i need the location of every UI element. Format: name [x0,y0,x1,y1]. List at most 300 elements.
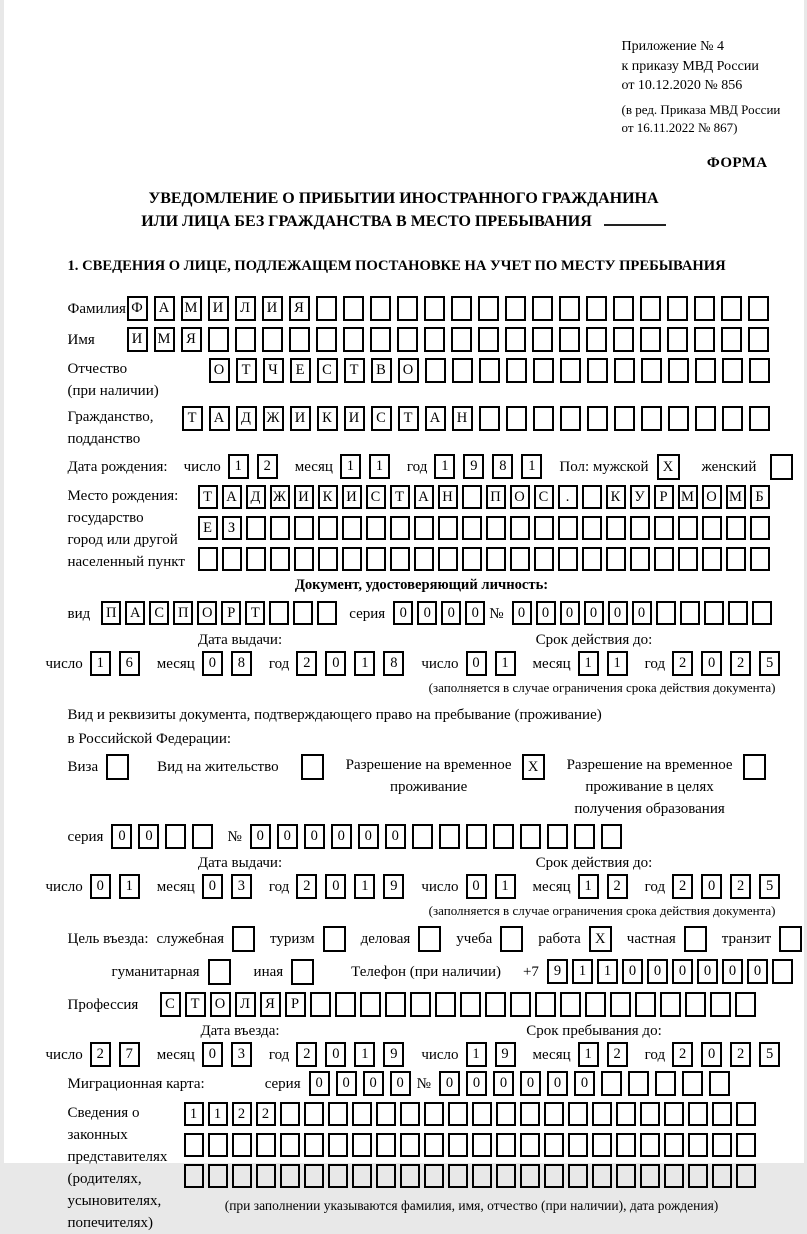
name-cell[interactable] [586,327,607,352]
representative-cell[interactable] [328,1102,348,1126]
doc-number-cell[interactable] [728,601,748,625]
birthplace-cell[interactable] [678,516,698,540]
phone-cell[interactable]: 0 [722,959,743,984]
profession-cell[interactable] [335,992,356,1017]
purpose-tourism-checkbox[interactable] [323,926,346,952]
birthplace-cell[interactable]: С [366,485,386,509]
resdoc-issue-month-cell[interactable]: 0 [202,874,223,899]
migcard-number-cell[interactable]: 0 [574,1071,595,1096]
surname-cell[interactable] [424,296,445,321]
migcard-number-cell[interactable] [601,1071,622,1096]
iddoc-valid-month-cell[interactable]: 1 [578,651,599,676]
migcard-number-cell[interactable]: 0 [439,1071,460,1096]
representative-cell[interactable] [232,1164,252,1188]
representative-cell[interactable] [616,1133,636,1157]
representative-cell[interactable] [400,1133,420,1157]
birthplace-cell[interactable] [582,547,602,571]
doc-type-cell[interactable] [269,601,289,625]
stay-month-cell[interactable]: 1 [578,1042,599,1067]
name-cell[interactable] [559,327,580,352]
patronymic-cell[interactable] [452,358,473,383]
profession-cell[interactable] [610,992,631,1017]
representative-cell[interactable] [400,1164,420,1188]
doc-type-cell[interactable]: П [173,601,193,625]
citizenship-cell[interactable]: К [317,406,338,431]
iddoc-valid-day-cell[interactable]: 1 [495,651,516,676]
birthplace-cell[interactable] [486,547,506,571]
doc-series-cell[interactable]: 0 [465,601,485,625]
birthplace-cell[interactable] [534,547,554,571]
representative-cell[interactable] [688,1102,708,1126]
profession-cell[interactable] [535,992,556,1017]
citizenship-cell[interactable] [533,406,554,431]
stay-year-cell[interactable]: 0 [701,1042,722,1067]
iddoc-issue-month-cell[interactable]: 8 [231,651,252,676]
birthplace-cell[interactable] [726,547,746,571]
profession-cell[interactable]: Р [285,992,306,1017]
resdoc-issue-year-cell[interactable]: 2 [296,874,317,899]
iddoc-issue-year-cell[interactable]: 2 [296,651,317,676]
surname-cell[interactable] [316,296,337,321]
birthplace-cell[interactable] [606,516,626,540]
name-cell[interactable] [262,327,283,352]
phone-cell[interactable]: 0 [622,959,643,984]
surname-cell[interactable] [532,296,553,321]
migcard-series-cell[interactable]: 0 [390,1071,411,1096]
phone-cell[interactable]: 0 [697,959,718,984]
birthplace-cell[interactable] [294,516,314,540]
migcard-number-cell[interactable]: 0 [520,1071,541,1096]
birthplace-cell[interactable] [270,516,290,540]
birthplace-cell[interactable]: Т [198,485,218,509]
doc-number-cell[interactable]: 0 [584,601,604,625]
iddoc-valid-year-cell[interactable]: 2 [672,651,693,676]
representative-cell[interactable] [280,1164,300,1188]
doc-number-cell[interactable] [752,601,772,625]
name-cell[interactable] [316,327,337,352]
representative-cell[interactable] [688,1164,708,1188]
representative-cell[interactable] [664,1102,684,1126]
purpose-work-checkbox[interactable]: X [589,926,612,952]
entry-month-cell[interactable]: 3 [231,1042,252,1067]
birthplace-cell[interactable]: А [414,485,434,509]
representative-cell[interactable] [184,1164,204,1188]
citizenship-cell[interactable]: Д [236,406,257,431]
purpose-business-checkbox[interactable] [232,926,255,952]
citizenship-cell[interactable]: С [371,406,392,431]
birthplace-cell[interactable] [702,516,722,540]
birthplace-cell[interactable] [414,547,434,571]
patronymic-cell[interactable] [668,358,689,383]
iddoc-valid-day-cell[interactable]: 0 [466,651,487,676]
representative-cell[interactable] [592,1133,612,1157]
stay-month-cell[interactable]: 2 [607,1042,628,1067]
visa-checkbox[interactable] [106,754,129,780]
name-cell[interactable]: Я [181,327,202,352]
name-cell[interactable] [640,327,661,352]
doc-type-cell[interactable] [293,601,313,625]
surname-cell[interactable] [613,296,634,321]
name-cell[interactable] [424,327,445,352]
representative-cell[interactable] [424,1102,444,1126]
birthplace-cell[interactable] [198,547,218,571]
representative-cell[interactable] [544,1102,564,1126]
birthplace-cell[interactable] [606,547,626,571]
doc-type-cell[interactable]: П [101,601,121,625]
profession-cell[interactable]: О [210,992,231,1017]
surname-cell[interactable]: Ф [127,296,148,321]
birthplace-cell[interactable] [438,516,458,540]
birthplace-cell[interactable] [654,516,674,540]
representative-cell[interactable] [232,1133,252,1157]
representative-cell[interactable] [424,1164,444,1188]
birthplace-cell[interactable] [414,516,434,540]
representative-cell[interactable] [712,1133,732,1157]
representative-cell[interactable] [256,1164,276,1188]
phone-cell[interactable]: 0 [672,959,693,984]
representative-cell[interactable] [400,1102,420,1126]
entry-month-cell[interactable]: 0 [202,1042,223,1067]
citizenship-cell[interactable] [722,406,743,431]
birthplace-cell[interactable] [726,516,746,540]
representative-cell[interactable] [664,1164,684,1188]
birth-day-cell[interactable]: 1 [228,454,249,479]
representative-cell[interactable] [304,1133,324,1157]
representative-cell[interactable] [496,1164,516,1188]
doc-series-cell[interactable]: 0 [441,601,461,625]
birthplace-cell[interactable] [582,516,602,540]
birth-day-cell[interactable]: 2 [257,454,278,479]
birth-year-cell[interactable]: 1 [434,454,455,479]
birthplace-cell[interactable] [462,516,482,540]
birthplace-cell[interactable] [702,547,722,571]
surname-cell[interactable] [721,296,742,321]
representative-cell[interactable] [736,1133,756,1157]
birthplace-cell[interactable]: О [702,485,722,509]
patronymic-cell[interactable] [749,358,770,383]
birth-year-cell[interactable]: 1 [521,454,542,479]
representative-cell[interactable] [616,1164,636,1188]
surname-cell[interactable]: Я [289,296,310,321]
patronymic-cell[interactable]: Е [290,358,311,383]
patronymic-cell[interactable] [425,358,446,383]
resdoc-series-cell[interactable]: 0 [138,824,159,849]
patronymic-cell[interactable] [533,358,554,383]
representative-cell[interactable] [352,1133,372,1157]
birthplace-cell[interactable] [270,547,290,571]
doc-type-cell[interactable]: Р [221,601,241,625]
resdoc-issue-day-cell[interactable]: 0 [90,874,111,899]
profession-cell[interactable] [710,992,731,1017]
purpose-transit-checkbox[interactable] [779,926,802,952]
surname-cell[interactable] [478,296,499,321]
resdoc-number-cell[interactable]: 0 [304,824,325,849]
doc-number-cell[interactable] [680,601,700,625]
representative-cell[interactable]: 2 [256,1102,276,1126]
iddoc-valid-year-cell[interactable]: 0 [701,651,722,676]
patronymic-cell[interactable]: Ч [263,358,284,383]
stay-year-cell[interactable]: 5 [759,1042,780,1067]
name-cell[interactable] [289,327,310,352]
patronymic-cell[interactable] [560,358,581,383]
profession-cell[interactable] [385,992,406,1017]
birthplace-cell[interactable]: Н [438,485,458,509]
residence-permit-checkbox[interactable] [301,754,324,780]
resdoc-issue-month-cell[interactable]: 3 [231,874,252,899]
citizenship-cell[interactable] [641,406,662,431]
migcard-series-cell[interactable]: 0 [336,1071,357,1096]
representative-cell[interactable] [520,1164,540,1188]
birthplace-cell[interactable] [750,547,770,571]
doc-number-cell[interactable] [656,601,676,625]
doc-number-cell[interactable]: 0 [536,601,556,625]
profession-cell[interactable] [685,992,706,1017]
birthplace-cell[interactable]: И [294,485,314,509]
representative-cell[interactable] [448,1164,468,1188]
surname-cell[interactable]: А [154,296,175,321]
patronymic-cell[interactable] [479,358,500,383]
entry-year-cell[interactable]: 0 [325,1042,346,1067]
entry-year-cell[interactable]: 1 [354,1042,375,1067]
patronymic-cell[interactable]: С [317,358,338,383]
migcard-series-cell[interactable]: 0 [309,1071,330,1096]
name-cell[interactable]: И [127,327,148,352]
patronymic-cell[interactable]: Т [344,358,365,383]
doc-series-cell[interactable]: 0 [393,601,413,625]
representative-cell[interactable]: 1 [208,1102,228,1126]
doc-type-cell[interactable]: Т [245,601,265,625]
birthplace-cell[interactable]: М [726,485,746,509]
birthplace-cell[interactable] [246,516,266,540]
purpose-private-checkbox[interactable] [684,926,707,952]
representative-cell[interactable] [592,1164,612,1188]
birthplace-cell[interactable]: Т [390,485,410,509]
birthplace-cell[interactable] [390,516,410,540]
representative-cell[interactable] [736,1164,756,1188]
surname-cell[interactable] [586,296,607,321]
representative-cell[interactable] [352,1102,372,1126]
birthplace-cell[interactable] [630,547,650,571]
resdoc-valid-month-cell[interactable]: 2 [607,874,628,899]
birth-month-cell[interactable]: 1 [369,454,390,479]
citizenship-cell[interactable] [587,406,608,431]
birthplace-cell[interactable] [630,516,650,540]
birthplace-cell[interactable] [678,547,698,571]
surname-cell[interactable] [451,296,472,321]
representative-cell[interactable] [208,1164,228,1188]
migcard-number-cell[interactable] [655,1071,676,1096]
birthplace-cell[interactable] [246,547,266,571]
name-cell[interactable] [451,327,472,352]
iddoc-issue-day-cell[interactable]: 1 [90,651,111,676]
name-cell[interactable] [613,327,634,352]
birthplace-cell[interactable] [222,547,242,571]
representative-cell[interactable] [376,1133,396,1157]
doc-type-cell[interactable]: А [125,601,145,625]
resdoc-number-cell[interactable]: 0 [358,824,379,849]
surname-cell[interactable] [667,296,688,321]
resdoc-number-cell[interactable]: 0 [331,824,352,849]
resdoc-valid-year-cell[interactable]: 2 [672,874,693,899]
profession-cell[interactable]: С [160,992,181,1017]
migcard-number-cell[interactable] [682,1071,703,1096]
patronymic-cell[interactable] [722,358,743,383]
citizenship-cell[interactable] [668,406,689,431]
patronymic-cell[interactable]: Т [236,358,257,383]
birthplace-cell[interactable]: . [558,485,578,509]
purpose-commercial-checkbox[interactable] [418,926,441,952]
purpose-study-checkbox[interactable] [500,926,523,952]
resdoc-series-cell[interactable]: 0 [111,824,132,849]
name-cell[interactable] [532,327,553,352]
birthplace-cell[interactable]: К [318,485,338,509]
purpose-other-checkbox[interactable] [291,959,314,985]
birthplace-cell[interactable] [366,516,386,540]
resdoc-number-cell[interactable] [466,824,487,849]
birthplace-cell[interactable] [342,516,362,540]
migcard-number-cell[interactable]: 0 [547,1071,568,1096]
resdoc-valid-year-cell[interactable]: 5 [759,874,780,899]
profession-cell[interactable] [560,992,581,1017]
representative-cell[interactable] [208,1133,228,1157]
citizenship-cell[interactable]: Н [452,406,473,431]
representative-cell[interactable] [448,1133,468,1157]
citizenship-cell[interactable] [560,406,581,431]
birthplace-cell[interactable] [510,516,530,540]
birthplace-cell[interactable] [438,547,458,571]
representative-cell[interactable] [664,1133,684,1157]
representative-cell[interactable] [544,1164,564,1188]
birthplace-cell[interactable] [342,547,362,571]
representative-cell[interactable] [472,1133,492,1157]
resdoc-issue-day-cell[interactable]: 1 [119,874,140,899]
representative-cell[interactable] [328,1164,348,1188]
iddoc-valid-year-cell[interactable]: 5 [759,651,780,676]
name-cell[interactable] [397,327,418,352]
birthplace-cell[interactable] [294,547,314,571]
surname-cell[interactable]: И [208,296,229,321]
representative-cell[interactable] [568,1102,588,1126]
profession-cell[interactable]: Т [185,992,206,1017]
profession-cell[interactable] [585,992,606,1017]
profession-cell[interactable] [510,992,531,1017]
representative-cell[interactable] [520,1102,540,1126]
stay-year-cell[interactable]: 2 [672,1042,693,1067]
surname-cell[interactable]: Л [235,296,256,321]
surname-cell[interactable] [343,296,364,321]
name-cell[interactable] [505,327,526,352]
doc-series-cell[interactable]: 0 [417,601,437,625]
iddoc-issue-year-cell[interactable]: 8 [383,651,404,676]
citizenship-cell[interactable] [749,406,770,431]
representative-cell[interactable] [376,1102,396,1126]
citizenship-cell[interactable]: Т [182,406,203,431]
citizenship-cell[interactable]: И [344,406,365,431]
birthplace-cell[interactable] [318,516,338,540]
birthplace-cell[interactable]: А [222,485,242,509]
citizenship-cell[interactable] [506,406,527,431]
surname-cell[interactable] [397,296,418,321]
entry-day-cell[interactable]: 2 [90,1042,111,1067]
representative-cell[interactable] [256,1133,276,1157]
surname-cell[interactable] [640,296,661,321]
iddoc-valid-year-cell[interactable]: 2 [730,651,751,676]
resdoc-number-cell[interactable]: 0 [385,824,406,849]
representative-cell[interactable]: 2 [232,1102,252,1126]
entry-year-cell[interactable]: 2 [296,1042,317,1067]
doc-type-cell[interactable]: С [149,601,169,625]
migcard-number-cell[interactable]: 0 [466,1071,487,1096]
resdoc-number-cell[interactable] [493,824,514,849]
entry-year-cell[interactable]: 9 [383,1042,404,1067]
surname-cell[interactable]: И [262,296,283,321]
birth-year-cell[interactable]: 8 [492,454,513,479]
surname-cell[interactable] [748,296,769,321]
representative-cell[interactable] [376,1164,396,1188]
representative-cell[interactable] [568,1133,588,1157]
birthplace-cell[interactable] [318,547,338,571]
representative-cell[interactable] [352,1164,372,1188]
edu-residence-permit-checkbox[interactable] [743,754,766,780]
birthplace-cell[interactable] [462,547,482,571]
doc-number-cell[interactable]: 0 [608,601,628,625]
profession-cell[interactable] [485,992,506,1017]
phone-cell[interactable] [772,959,793,984]
sex-male-checkbox[interactable]: X [657,454,680,480]
representative-cell[interactable] [544,1133,564,1157]
stay-day-cell[interactable]: 1 [466,1042,487,1067]
representative-cell[interactable] [712,1164,732,1188]
profession-cell[interactable] [310,992,331,1017]
resdoc-series-cell[interactable] [165,824,186,849]
resdoc-number-cell[interactable] [412,824,433,849]
resdoc-valid-day-cell[interactable]: 0 [466,874,487,899]
representative-cell[interactable] [328,1133,348,1157]
purpose-humanitarian-checkbox[interactable] [208,959,231,985]
temp-residence-permit-checkbox[interactable]: X [522,754,545,780]
birthplace-cell[interactable] [390,547,410,571]
representative-cell[interactable]: 1 [184,1102,204,1126]
birthplace-cell[interactable]: Ж [270,485,290,509]
resdoc-valid-year-cell[interactable]: 0 [701,874,722,899]
birthplace-cell[interactable]: И [342,485,362,509]
name-cell[interactable] [721,327,742,352]
birthplace-cell[interactable]: Р [654,485,674,509]
birthplace-cell[interactable]: М [678,485,698,509]
name-cell[interactable] [235,327,256,352]
profession-cell[interactable] [460,992,481,1017]
profession-cell[interactable] [660,992,681,1017]
profession-cell[interactable] [735,992,756,1017]
citizenship-cell[interactable] [479,406,500,431]
iddoc-valid-month-cell[interactable]: 1 [607,651,628,676]
surname-cell[interactable] [559,296,580,321]
birthplace-cell[interactable]: Б [750,485,770,509]
resdoc-issue-year-cell[interactable]: 1 [354,874,375,899]
profession-cell[interactable]: Л [235,992,256,1017]
resdoc-issue-year-cell[interactable]: 9 [383,874,404,899]
birthplace-cell[interactable] [366,547,386,571]
name-cell[interactable] [694,327,715,352]
birthplace-cell[interactable]: Е [198,516,218,540]
phone-cell[interactable]: 0 [747,959,768,984]
representative-cell[interactable] [496,1102,516,1126]
patronymic-cell[interactable] [695,358,716,383]
birthplace-cell[interactable] [462,485,482,509]
patronymic-cell[interactable]: О [209,358,230,383]
birthplace-cell[interactable]: У [630,485,650,509]
resdoc-number-cell[interactable]: 0 [250,824,271,849]
